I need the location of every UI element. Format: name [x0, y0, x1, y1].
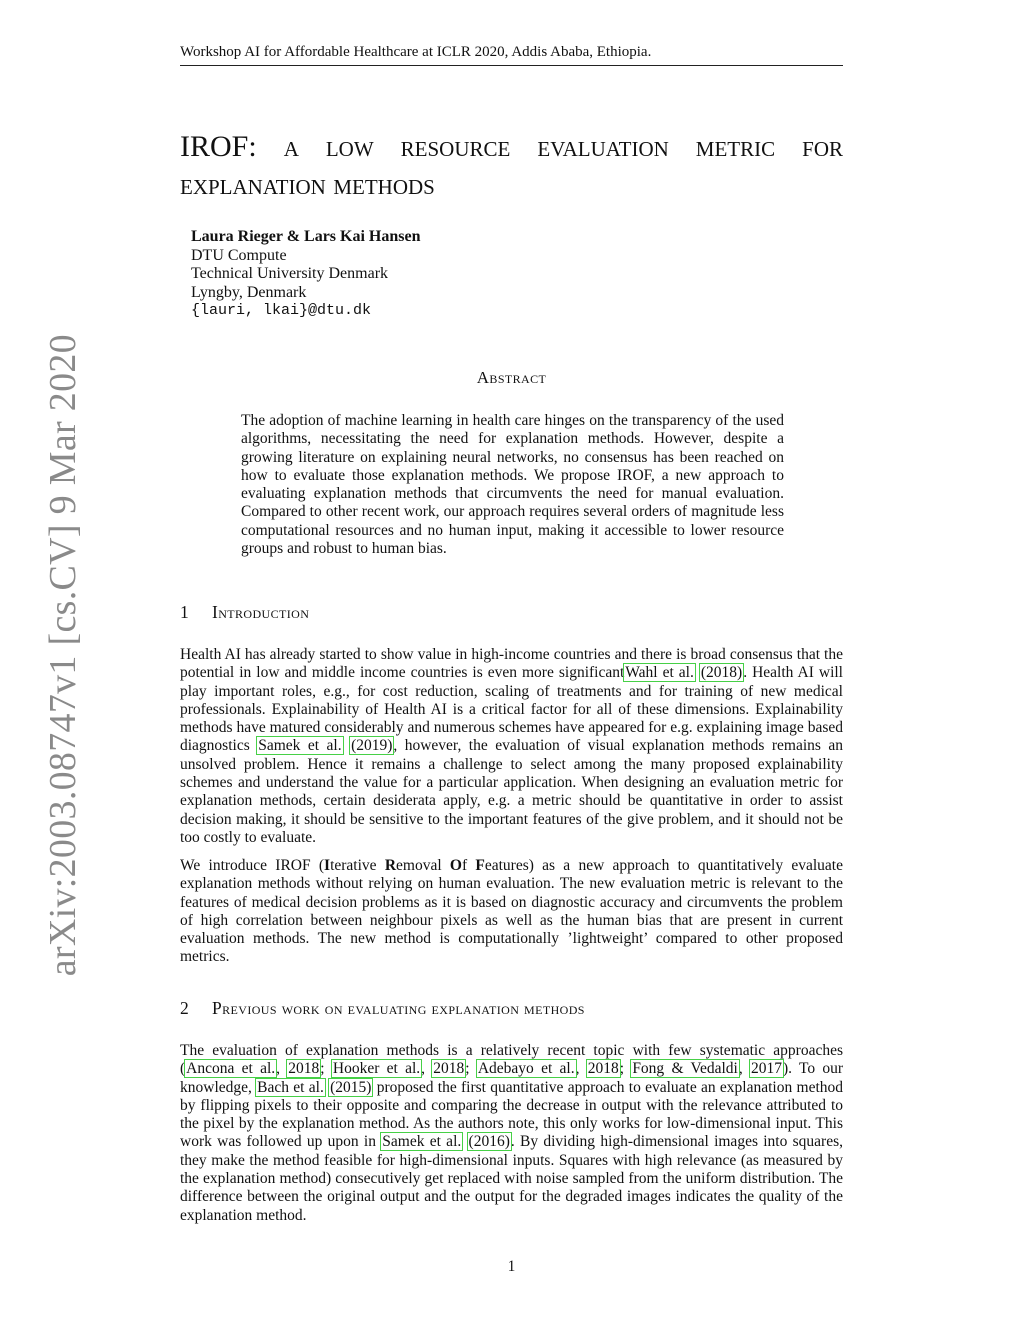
title-line-2: explanation methods	[180, 168, 435, 201]
arxiv-side-stamp	[36, 333, 90, 977]
title-acronym: IROF:	[180, 130, 284, 163]
intro-p2-text-t3: f	[461, 857, 476, 874]
prev-text-a: The evaluation of explanation methods is a relatively recent topic with few systematic approaches (	[180, 1042, 843, 1078]
intro-p2-text-a: We introduce IROF (	[180, 857, 325, 874]
acronym-letter-f: F	[475, 857, 485, 874]
citation-bach-name[interactable]: Bach et al.	[257, 1078, 324, 1096]
intro-p2-text-t2: emoval	[396, 857, 450, 874]
section-2-heading	[180, 998, 843, 1019]
citation-samek-2019-year[interactable]: (2019)	[351, 737, 393, 755]
citation-adebayo-year[interactable]: 2018	[587, 1060, 619, 1078]
citation-fong-year[interactable]: 2017	[750, 1060, 782, 1078]
author-email: {lauri, lkai}@dtu.dk	[191, 302, 372, 319]
abstract-heading: Abstract	[476, 368, 547, 387]
citation-samek-2016-name[interactable]: Samek et al.	[382, 1133, 462, 1151]
citation-ancona-year[interactable]: 2018	[288, 1060, 320, 1078]
acronym-letter-o: O	[449, 857, 462, 874]
intro-paragraph-2	[180, 857, 843, 967]
citation-ancona-name[interactable]: Ancona et al.	[186, 1060, 276, 1078]
intro-paragraph-1	[180, 646, 843, 847]
arxiv-identifier: arXiv:2003.08747v1 [cs.CV] 9 Mar 2020	[42, 333, 84, 977]
citation-bach-year[interactable]: (2015)	[330, 1078, 372, 1096]
author-department: DTU Compute	[191, 246, 287, 264]
citation-hooker-year[interactable]: 2018	[433, 1060, 465, 1078]
author-names: Laura Rieger & Lars Kai Hansen	[191, 228, 421, 245]
previous-work-paragraph: The evaluation of explanation methods is a relatively recent topic with few systematic approaches (Ancona et al., 2018; Hooker et al., 2018; Adebayo et al., 2018; Fong & Vedaldi, 2017). To our knowledge, Bach et al. (2015) proposed the first quantitative approach to evaluate an explanation method by flipping pixels to their opposite and comparing the decrease in output with the relevance attributed to the pixel by the explanation method. As the authors note, this only works for low-dimensional input. This work was followed up upon in Samek et al. (2016). By dividing high-dimensional images into squares, they make the method feasible for high-dimensional inputs. Squares with high relevance (as measured by the explanation method) consecutively get replaced with noise sampled from the uniform distribution. The difference between the original output and the output for the degraded images indicates the quality of the explanation method.	[180, 1042, 844, 1224]
section-1-title: Introduction	[212, 602, 310, 622]
intro-p1-text-a: Health AI has already started to show value in high-income countries and there is broad consensus that the potential in low and middle income countries is even more significant	[180, 646, 843, 682]
citation-wahl-year[interactable]: (2018)	[700, 664, 743, 682]
paper-title	[180, 128, 843, 204]
section-2-title: Previous work on evaluating explanation methods	[212, 998, 585, 1018]
prev-text-c: proposed the first quantitative approach to evaluate an explanation method by flipping pixels to their opposite and comparing the decrease in output with the relevance attributed to the pixel by the explanation method. As the authors note, this only works for low-dimensional input. This work was followed up upon in	[180, 1078, 843, 1151]
author-location: Lyngby, Denmark	[191, 283, 307, 301]
citation-fong-name[interactable]: Fong & Vedaldi	[632, 1060, 738, 1078]
citation-hooker-name[interactable]: Hooker et al.	[332, 1060, 421, 1078]
page-number: 1	[507, 1258, 516, 1275]
citation-samek-2016-year[interactable]: (2016)	[468, 1133, 510, 1151]
citation-adebayo-name[interactable]: Adebayo et al.	[477, 1060, 575, 1078]
author-university: Technical University Denmark	[191, 265, 389, 282]
citation-wahl-name[interactable]: Wahl et al.	[625, 664, 694, 682]
intro-p1-text-c: , however, the evaluation of visual explanation methods remains an unsolved problem. Hence it remains a challenge to select among the many proposed explainability schemes and understand the value for a particular application. When designing an evaluation metric for explanation methods, certain desiderata apply, e.g. a metric should be quantitative in order to assist decision making, it should be sensitive to the important features of the give problem, and it should not be too costly to evaluate.	[180, 737, 844, 846]
citation-samek-2019-name[interactable]: Samek et al.	[258, 737, 342, 755]
intro-p1-text-b: . Health AI will play important roles, e.g., for cost reduction, scaling of treatments and for training of new medical professionals. Explainability of Health AI is a critical factor for all of these dimensions. Explainability methods have matured considerably and numerous schemes have appeared for e.g. explaining image based diagnostics	[180, 664, 843, 755]
intro-p2-text-t1: terative	[330, 857, 385, 874]
running-header: Workshop AI for Affordable Healthcare at ICLR 2020, Addis Ababa, Ethiopia.	[180, 44, 843, 66]
prev-text-b: ). To our knowledge,	[180, 1060, 844, 1096]
title-subtitle-part1: a low resource evaluation metric for	[283, 130, 843, 163]
section-1-heading	[180, 602, 843, 623]
section-2-number: 2	[180, 998, 190, 1018]
acronym-letter-r: R	[384, 857, 397, 874]
abstract-text: The adoption of machine learning in health care hinges on the transparency of the used algorithms, necessitating the need for explanation methods. However, despite a growing literature on explaining neural networks, no consensus has been reached on how to evaluate those explanation methods. We propose IROF, a new approach to evaluating explanation methods that circumvents the need for manual evaluation. Compared to other recent work, our approach requires several orders of magnitude less computational resources and no human input, making it accessible to lower resource groups and robust to human bias.	[241, 412, 784, 558]
section-1-number: 1	[180, 602, 190, 622]
intro-p2-text-t4: eatures) as a new approach to quantitatively evaluate explanation methods without relying on human evaluation. The new evaluation metric is relevant to the features of medical decision problems as it is based on diagnostic accuracy and circumvents the problem of high correlation between neighbour pixels as well as the human bias that are present in current evaluation methods. The new method is computationally ’lightweight’ compared to other proposed metrics.	[180, 857, 843, 966]
title-line-1	[180, 128, 843, 166]
prev-text-d: . By dividing high-dimensional images into squares, they make the method feasible for high-dimensional inputs. Squares with high relevance (as measured by the explanation method) consecutively get replaced with noise sampled from the uniform distribution. The difference between the original output and the output for the degraded images indicates the quality of the explanation method.	[180, 1133, 843, 1224]
acronym-letter-i: I	[324, 857, 331, 874]
author-block	[191, 228, 420, 321]
